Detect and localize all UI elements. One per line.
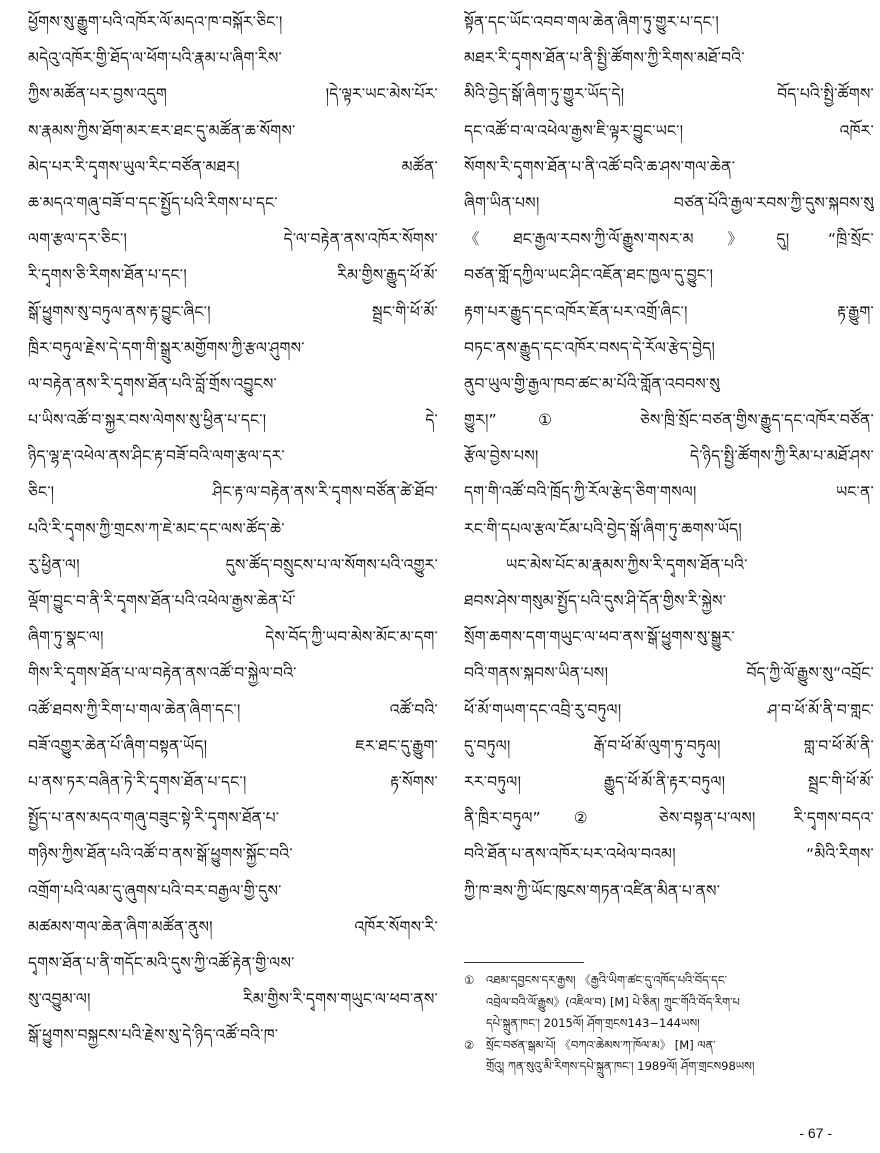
text-line: ཐབས་ཤེས་གསུམ་སྤྱོད་པའི་དུས་ཤི་དོན་གྱིས་རི་སྐྱེས་	[464, 592, 727, 610]
text-line: རྩོལ་བྱེས་པས། དེ་ཉིད་སྤྱི་ཚོགས་ཀྱི་རིམ་པ་མཐོ་ཤས་	[464, 447, 874, 466]
text-line: ཀྱིས་མཚོན་པར་བྱས་འདུག །དེ་ལྟར་ཡང་མེས་པོར་	[28, 85, 438, 104]
text-line: ཅིང་། ཤིང་རྟ་ལ་བརྟེན་ནས་རི་དྭགས་བཙོན་ཚེ་ཐོབ་	[28, 483, 438, 502]
text-line: གིས་རི་དྭགས་ཐོན་པ་ལ་བརྟེན་ནས་འཚོ་བ་སྐྱེལ་བའི་	[28, 664, 297, 683]
footnote-text: སྲོང་བཙན་སྒམ་པོ། 《བཀའ་ཆེམས་ཀ་ཁོལ་མ》 [M] ལན་	[486, 1037, 716, 1052]
text-line: གྱུར།”① ཅེས་ཁྲི་སྲོང་བཙན་གྱིས་རྒྱུད་དང་འཁོར་བཙོན་	[464, 411, 874, 430]
text-line: ནི་ཁྲིར་བཏུལ”② ཅེས་བསྟན་པ་ལས། རི་དྭགས་བདའ་	[464, 809, 874, 828]
text-line: སྲོག་ཆགས་དག་གཡུང་ལ་ཕབ་ནས་སྒོ་ཕྱུགས་སུ་སྒྱུར་	[464, 628, 735, 647]
footnote-line	[464, 1056, 874, 1078]
text-line: ཆ་མདའ་གཞུ་བཟོ་བ་དང་སྤྱོད་པའི་རིགས་པ་དང་	[28, 193, 278, 212]
text-line: ཀྱི་ཁ་ཟས་ཀྱི་ཡོང་ཁུངས་གཏན་འཛིན་མིན་པ་ནས་	[464, 881, 721, 900]
page-number: - 67 -	[799, 1125, 832, 1141]
text-line: ས་རྣམས་ཀྱིས་ཐོག་མར་ཇར་ཐང་དུ་མཚོན་ཆ་སོགས་	[28, 121, 296, 140]
text-line: རུ་ཕྱིན་ལ། དུས་ཚོད་བསྲུངས་པ་ལ་སོགས་པའི་འགྱུར་	[28, 555, 438, 574]
text-line: སྒོ་ཕྱུགས་བསྐྱངས་པའི་རྗེས་སུ་དེ་ཉིད་འཚོ་བའི་ཁ་	[28, 1026, 279, 1045]
text-line: སྒོ་ཕྱུགས་སུ་བཏུལ་ནས་རྟ་བྱུང་ཞིང་། སྦྲང་གི་ཕོ་མོ་	[28, 302, 438, 321]
footnote-text: གྲོའུ། ཀན་སུའུ་མི་རིགས་དཔེ་སྐྲུན་ཁང་། 1989ལོ། ཤོག་གྲངས98ཡས།	[486, 1059, 755, 1073]
text-line: བའི་ཐོན་པ་ནས་འཁོར་པར་འཕེལ་བའམ། “མིའི་རིགས་	[464, 845, 874, 864]
footnote-text: འབྲེལ་བའི་ལོ་རྒྱུས》(འཇིལ་བ) [M] པེ་ཅིན། ཀྲུང་གོའི་བོད་རིག་པ	[486, 994, 740, 1009]
text-line: འཚོ་ཐབས་ཀྱི་རིག་པ་གལ་ཆེན་ཞིག་དང་། འཚོ་བའི་	[28, 700, 438, 719]
text-line: དག་གི་འཚོ་བའི་ཁྲོད་ཀྱི་རོལ་རྩེད་ཅིག་གསལ། ཡང་ན་	[464, 483, 874, 502]
text-line: ལ་བརྟེན་ནས་རི་དྭགས་ཐོན་པའི་བློ་གྲོས་འབྱུངས་	[28, 374, 277, 393]
text-line: ལྡོག་བྱུང་བ་ནི་རི་དྭགས་ཐོན་པའི་འཕེལ་རྒྱས་ཆེན་པོ་	[28, 592, 296, 610]
footnote-text: དཔེ་སྐྲུན་ཁང་། 2015ལོ། ཤོག་གྲངས143−144ཡས།	[486, 1016, 700, 1030]
left-text-column	[28, 4, 438, 1053]
text-line: བཟོ་འགྱུར་ཆེན་པོ་ཞིག་བསྟན་ཡོད། ཇར་ཐང་དུ་རྒྱུག་	[28, 736, 438, 755]
text-line: པའི་རི་དྭགས་ཀྱི་གྲངས་ཀ་ཇེ་མང་དང་ལས་ཚོད་ཆེ་	[28, 519, 285, 538]
text-line: རི་དྭགས་ཅི་རིགས་ཐོན་པ་དང་། རིམ་གྱིས་རྒྱུད་ཕོ་མོ་	[28, 266, 438, 285]
text-line: ཉིད་ལྷ་རྡ་འཕེལ་ནས་ཤིང་རྟ་བཟོ་བའི་ལག་རྩལ་དར་	[28, 447, 285, 466]
text-line: ཡང་མེས་པོང་མ་རྣམས་ཀྱིས་རི་དྭགས་ཐོན་པའི་	[506, 555, 748, 574]
text-line: དང་འཚོ་བ་ལ་འཕེལ་རྒྱས་ཇི་ལྟར་བྱུང་ཡང་། འཁོར་	[464, 121, 874, 140]
text-line: པ་ནས་ཏར་བཞིན་ཏེ་རི་དྭགས་ཐོན་པ་དང་། རྟ་སོགས་	[28, 772, 438, 791]
text-line: ཕོ་མོ་གཡག་དང་འབྲི་རུ་བཏུལ། ཤ་བ་ཕོ་མོ་ནི་བ་གླང་	[464, 700, 874, 719]
footnote-separator	[464, 962, 584, 963]
footnote-line	[464, 1035, 874, 1057]
text-line: བཏང་ནས་རྒྱུད་དང་འཁོར་བསད་དེ་རོལ་རྩེད་བྱེད།	[464, 338, 716, 357]
text-line: རང་གི་དཔལ་རྩལ་ངོམ་པའི་བྱེད་སྒོ་ཞིག་ཏུ་ཆགས་ཡོད།	[464, 519, 742, 538]
text-line: སོགས་རི་དྭགས་ཐོན་པ་ནི་འཚོ་བའི་ཆ་ཤས་གལ་ཆེན་	[464, 157, 736, 176]
text-line: ཞིག་ཏུ་སྣང་ལ། དེས་བོད་ཀྱི་ཡབ་མེས་མོང་མ་དག་	[28, 628, 438, 647]
right-text-column	[464, 4, 874, 909]
text-line: 《ཐང་རྒྱལ་རབས་ཀྱི་ལོ་རྒྱུས་གསར་མ》དུ། “ཁྲི་སྲོང་	[464, 230, 874, 249]
footnotes	[464, 970, 874, 1078]
footnote-line	[464, 992, 874, 1014]
text-line: བཙན་གློ་དཀྱིལ་ཡང་ཤིང་འཇོན་ཐང་ཁྱལ་དུ་བྱུང་།	[464, 266, 714, 285]
text-line: ནུབ་ཡུལ་གྱི་རྒྱལ་ཁབ་ཚང་མ་པོའི་གློན་འབབས་སུ	[464, 374, 720, 393]
text-line: རར་བཏུལ། རྒྱུད་ཕོ་མོ་ནི་རྟར་བཏུལ། སྦྲང་གི་ཕོ་མོ་	[464, 772, 874, 791]
text-line: ལག་རྩལ་དར་ཅིང་། དེ་ལ་བརྟེན་ནས་འཁོར་སོགས་	[28, 230, 438, 249]
text-line: བའི་གནས་སྐབས་ཡིན་པས། བོད་ཀྱི་ལོ་རྒྱུས་སུ“འབྲོང་	[464, 664, 874, 683]
footnote-line	[464, 970, 874, 992]
text-line: གཉིས་ཀྱིས་ཐོན་པའི་འཚོ་བ་ནས་སྒོ་ཕྱུགས་སྐྱོང་བའི་	[28, 845, 293, 864]
footnote-marker: ②	[464, 1037, 475, 1052]
text-line: ཁྲིར་བཏུལ་རྗེས་དེ་དག་གི་སྒྲུར་མགྱོགས་ཀྱི་རྩལ་ཤུགས་	[28, 338, 305, 357]
text-line: མེད་པར་རི་དྭགས་ཡུལ་རིང་བཙོན་མཐར། མཚོན་	[28, 157, 438, 176]
text-line: མཐར་རི་དྭགས་ཐོན་པ་ནི་སྤྱི་ཚོགས་ཀྱི་རིགས་མཐོ་བའི་	[464, 49, 745, 68]
text-line: སྤྱོད་པ་ནས་མདའ་གཞུ་བཟུང་སྟེ་རི་དྭགས་ཐོན་པ་	[28, 809, 280, 828]
text-line: ཞིག་ཡིན་པས། བཙན་པོའི་རྒྱལ་རབས་ཀྱི་དུས་སྐབས་སུ	[464, 193, 874, 212]
text-line: དུ་བཏུལ། རྒོ་བ་ཕོ་མོ་ལུག་ཏུ་བཏུལ། གླ་བ་ཕོ་མོ་ནི་	[464, 736, 874, 755]
text-line: མཚམས་གལ་ཆེན་ཞིག་མཚོན་ནུས། འཁོར་སོགས་རི་	[28, 917, 438, 936]
text-line: ཕྱོགས་སུ་རྒྱུག་པའི་འཁོར་ལོ་མདའ་ཁ་བསྐོར་ཅིང་།	[28, 13, 283, 31]
footnote-line	[464, 1013, 874, 1035]
footnote-marker: ①	[464, 973, 475, 987]
text-line: སྟོན་དང་ཡོང་འབབ་གལ་ཆེན་ཞིག་ཏུ་གྱུར་པ་དང་།	[464, 13, 719, 31]
text-line: པ་ཡིས་འཚོ་བ་སྐྱར་བས་ལེགས་སུ་ཕྱིན་པ་དང་། དེ་	[28, 411, 438, 430]
text-line: མིའི་བྱེད་སྒོ་ཞིག་ཏུ་གྱུར་ཡོད་དེ། བོད་པའི་སྤྱི་ཚོགས་	[464, 85, 874, 104]
text-line: འགྲོག་པའི་ལམ་དུ་ཞུགས་པའི་བར་བརྒྱལ་གྱི་དུས་	[28, 881, 282, 900]
text-line: མདེའུ་འཁོར་གྱི་ཐོད་ལ་ཕོག་པའི་རྣམ་པ་ཞིག་རིས་	[28, 49, 283, 68]
footnote-text: འཐམ་དབྱངས་དར་རྒྱས། 《རྒྱའི་ཡིག་ཚང་དུ་འཁོད་པའི་བོད་དང་	[486, 973, 727, 987]
text-line: རྟག་པར་རྒྱུད་དང་འཁོར་ཇོན་པར་འགྲོ་ཞིང་། རྟ་རྒྱུག་	[464, 302, 874, 321]
text-line: དྭགས་ཐོན་པ་ནི་གདོང་མའི་དུས་ཀྱི་འཚོ་རྟེན་གྱི་ལས་	[28, 953, 295, 972]
text-line: སུ་འབྱུམ་ལ། རིམ་གྱིས་རི་དྭགས་གཡུང་ལ་ཕབ་ནས་	[28, 990, 438, 1009]
